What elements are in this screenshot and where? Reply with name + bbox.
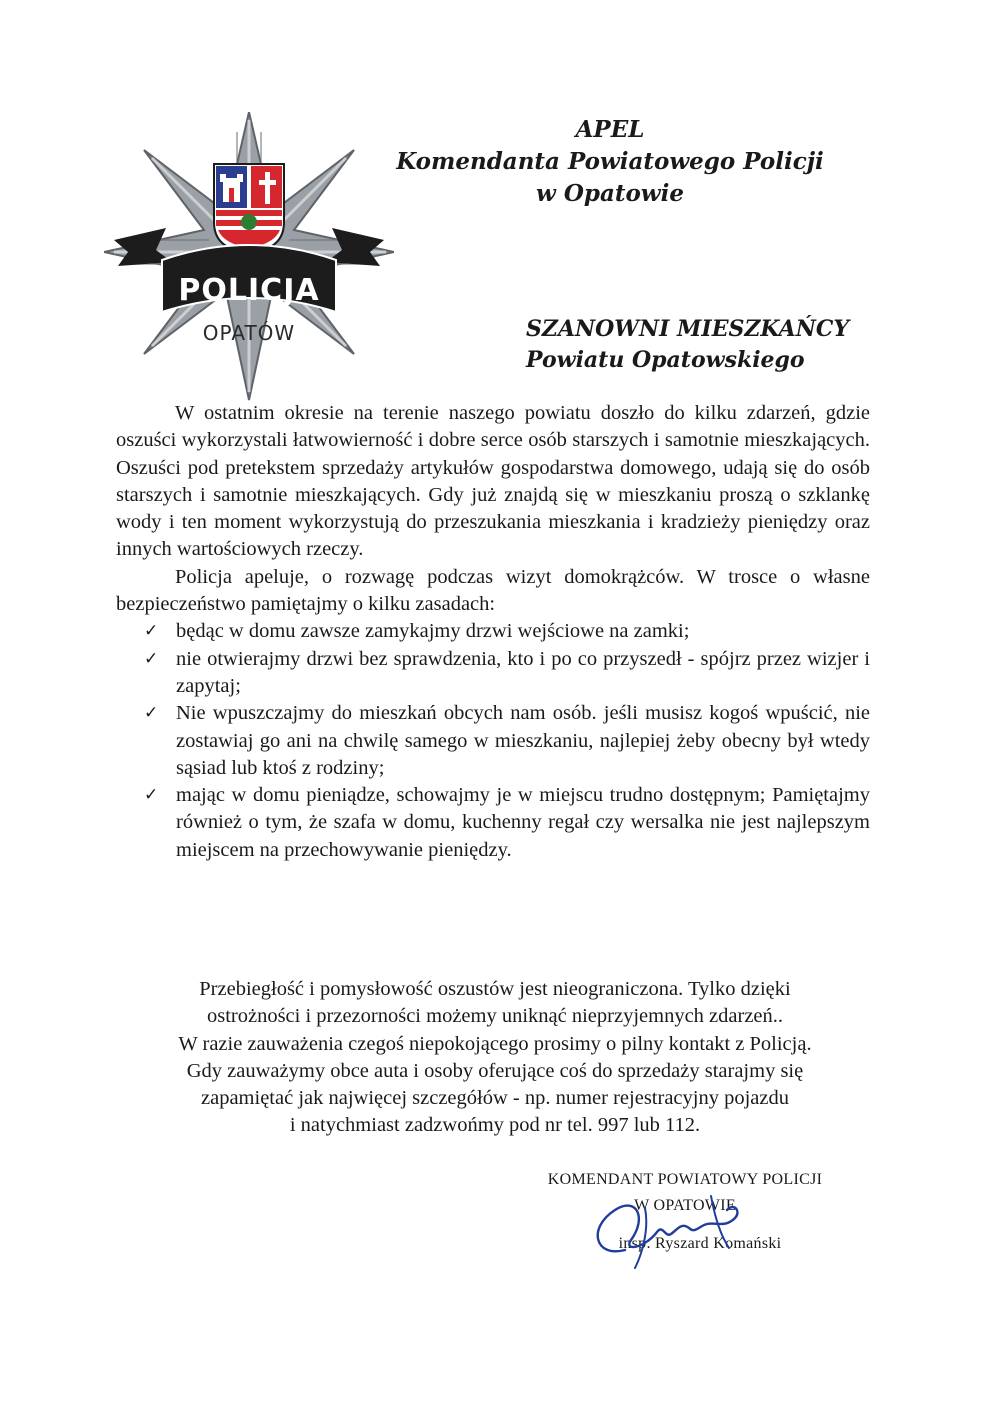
checkmark-icon: ✓ [144, 648, 159, 669]
body-paragraph: Policja apeluje, o rozwagę podczas wizyt domokrążców. W trosce o własne bezpieczeństwo pamiętajmy o kilku zasadach: [116, 565, 870, 616]
letter-body [116, 400, 870, 864]
greeting-line: SZANOWNI MIESZKAŃCY [526, 316, 850, 342]
badge-main-text: POLICJA [178, 273, 320, 308]
closing-paragraph [60, 976, 930, 1140]
police-badge-emblem [104, 112, 394, 412]
document-title [390, 114, 830, 210]
signatory-name: insp. Ryszard Komański [618, 1235, 782, 1252]
list-item [116, 782, 870, 864]
closing-line: zapamiętać jak najwięcej szczegółów - np. numer rejestracyjny pojazdu [201, 1087, 789, 1110]
body-paragraph: W ostatnim okresie na terenie naszego powiatu doszło do kilku zdarzeń, gdzie oszuści wykorzystali łatwowierność i dobre serce osób starszych i samotnie mieszkających. Oszuści pod pretekstem sprzedaży artykułów gospodarstwa domowego, udają się do osób starszych i samotnie mieszkających. Gdy już znajdą się w mieszkaniu proszą o szklankę wody i ten moment wykorzystują do przeszukania mieszkania i kradzieży pieniędzy oraz innych wartościowych rzeczy. [116, 402, 870, 561]
safety-tips-list [116, 618, 870, 864]
coat-of-arms-shield-icon [214, 164, 284, 252]
list-item [116, 646, 870, 701]
closing-line: Gdy zauważymy obce auta i osoby oferujące coś do sprzedaży starajmy się [186, 1059, 804, 1082]
title-line: Komendanta Powiatowego Policji [396, 148, 824, 175]
tip-text: Nie wpuszczajmy do mieszkań obcych nam osób. jeśli musisz kogoś wpuścić, nie zostawiaj go ani na chwilę samego w mieszkaniu, najlepiej żeby obecny był wtedy sąsiad lub ktoś z rodziny; [176, 702, 870, 779]
handwritten-signature-icon [585, 1188, 785, 1278]
title-line: w Opatowie [536, 180, 684, 207]
tip-text: mając w domu pieniądze, schowajmy je w miejscu trudno dostępnym; Pamiętajmy również o tym, że szafa w domu, kuchenny regał czy wersalka nie jest najlepszym miejscem na przechowywanie pieniędzy. [176, 784, 870, 861]
closing-line: ostrożności i przezorności możemy uniknąć nieprzyjemnych zdarzeń.. [206, 1005, 784, 1028]
checkmark-icon: ✓ [144, 785, 159, 806]
checkmark-icon: ✓ [144, 703, 159, 724]
badge-sub-text: OPATÓW [202, 321, 296, 345]
closing-line: i natychmiast zadzwońmy pod nr tel. 997 lub 112. [289, 1114, 701, 1137]
closing-line: W razie zauważenia czegoś niepokojącego prosimy o pilny kontakt z Policją. [178, 1032, 812, 1055]
signatory-location: W OPATOWIE [634, 1197, 736, 1214]
signatory-title: KOMENDANT POWIATOWY POLICJI [547, 1171, 823, 1188]
greeting-line: Powiatu Opatowskiego [526, 347, 805, 373]
list-item [116, 700, 870, 782]
closing-line: Przebiegłość i pomysłowość oszustów jest nieograniczona. Tylko dzięki [199, 978, 791, 1000]
title-line: APEL [575, 116, 645, 143]
tip-text: będąc w domu zawsze zamykajmy drzwi wejściowe na zamki; [176, 620, 690, 643]
greeting [526, 314, 946, 376]
list-item [116, 618, 870, 645]
tip-text: nie otwierajmy drzwi bez sprawdzenia, kto i po co przyszedł - spójrz przez wizjer i zapytaj; [176, 647, 870, 697]
checkmark-icon: ✓ [144, 621, 159, 642]
